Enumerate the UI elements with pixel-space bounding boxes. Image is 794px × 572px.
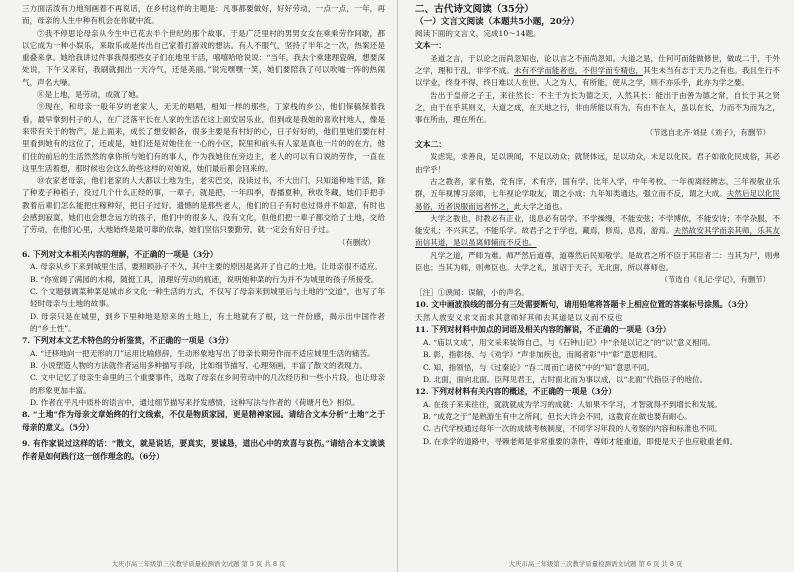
- question-11-option-c: C. 知，指领悟，与《过秦论》“吞二周而亡诸侯”中的“知”意思不同。: [423, 362, 654, 372]
- passage-para-9: ⑨现在，和母亲一般年岁的老家人，无无的唱唱，相知一样的那些，丁家栈的乡公，他们保稿保着我看，最早掌到村子的人，在广泛落平长在人家的生活在这上面安居乐业，但到或是我她的喜欢村地人，像是来带有关于的物产，是上面来，成长了想安顿各，很多主要是有村好的心，日子好好的，他们里她们要在村里看到她有的这位了，还或是，她们还是对她住在一心的小区，院里和前头有人家是真也一片的的在方，他们住的前后的生活然然的拿你所与她们有的事人，作为我她住在旁边主，老人的可以有口说的劳作，一直在这里生活着想，那时候也会这么的些这样的对她说，她们最后都会回来的。: [22, 102, 385, 173]
- annotation-note: ［注］①谀闻：误解，小的声名。: [415, 287, 529, 297]
- question-12-option-d: D. 在求学的道路中，寻赖老师是非常重要的条件，尊师才能重道，即使是天子也应敬重老师。: [423, 436, 738, 446]
- page-footer-6: 大庆市高三年级第三次教学质量检测语文试题 第 6 页 共 8 页: [508, 560, 683, 568]
- question-7-option-b: B. 小说塑造人物的方法就作者运用多种描写手段，比如细节描写、心理刻画，丰富了散文的表现力。: [30, 361, 367, 371]
- section-heading: 二、古代诗文阅读（35分）: [415, 4, 534, 15]
- subsection-heading: （一）文言文阅读（本题共5小题，20分）: [415, 17, 580, 27]
- text-b-para-2-end: 此大学之道也。: [513, 201, 567, 211]
- passage-para-7: ⑦我不停思论母亲从今生中已花去半个世纪的那个故事。于是广泛里村的男男女女在乘乘劳作间歇，都以它成为一种小娱乐，来取乐或是传出自己家着打游戏的想法。有人不服气，坚持了半年之一次，热案还是重叠来拿。她给我讲过件事我得那些女子们在地里干活，嘻嘻哈哈说说：“当年，我去个乘建理瓷碗，想要深处说，下午又来好，我刷就拥出一天冷气，还是美丽。”说完嘿嘿一笑，她们要陪我了可以吹嘘一阵的热闹气，声名大噪。: [22, 28, 385, 87]
- text-a-para-2: 告出于皇帝之子王，来往然长：不主于为长为德之天，入然其长：能出于由善为德之常，自长于其之贤之，由于在乎其则义，大道之成，在天地之行，非由所能以有为，有由不在人，虽以在长，力而不为而为之，事在所由，理在所在。: [415, 90, 780, 125]
- question-6-option-a: A. 母亲从乡下来到城里生活，要照顾孙子不久，其中主要的原因是离开了自己的土地，让母亲很不适应。: [30, 262, 383, 272]
- text-b-citation: （节选自《礼记·学记》，有删节）: [660, 275, 770, 285]
- passage-para-8: ⑧是上地，是劳动，成就了她。: [37, 90, 144, 100]
- question-10-line-prefix: 天然: [415, 313, 431, 323]
- question-11-option-a: A. “庙以文成”，用文采来装饰自己，与《石钟山记》中“余是以记之”的“以”意义相同。: [423, 337, 715, 347]
- question-11-option-d: D. 北面，面向北面。臣拜见君王，古时面北而为事以成，以“北面”代指臣子的地位。: [423, 374, 708, 384]
- question-12-option-b: B. “成竟之于”是熟游生有中之所间，但长大许会不同，这教育在做也要有耐心。: [423, 411, 692, 421]
- text-b-para-3: [415, 213, 780, 250]
- question-10-line-text: 人放安义求文而求其意师好其师去其道是以义而不反也: [431, 313, 623, 323]
- question-10-segmentation-line: [415, 311, 780, 324]
- question-7: 7. 下列对本文艺术特色的分析鉴赏，不正确的一项是（3分）: [22, 336, 234, 346]
- question-12-option-c: C. 古代学校通过每年一次的成绩考核制度，不同学习年段的人考察的内容和标准也不同。: [423, 424, 722, 434]
- question-7-option-a: A. “迁移地向一把无形的刀”运用比喻修辞，生动形象地写出了母亲长期劳作而不适应城里生活的痛苦。: [30, 348, 375, 358]
- passage-intro: 三方面活泼有力地刻画着不再说话，在乡村这样的主题是：凡事都要做好，好好劳动，一点一点，一年，再而，母亲的人生中种有机会在你就中流。: [22, 4, 385, 26]
- question-8: 8. “土地”作为母亲文章始终的行文线索，不仅是物质家园，更是精神家园。请结合文本分析“土地”之于母亲的意义。（5分）: [22, 410, 385, 432]
- text-b-wavy-sentence: 夫然故安其学而亲其师，乐其友而信其道，是以虽离师辅而不反也。: [415, 226, 780, 248]
- page-6: [397, 0, 794, 572]
- page-footer-5: 大庆市高三年级第三次教学质量检测语文试题 第 5 页 共 8 页: [111, 560, 286, 568]
- question-10: 10. 文中画波浪线的部分有三处需要断句，请用铅笔将答题卡上相应位置的答案标号涂黑。（3分）: [415, 299, 753, 309]
- text-a-para-1-end: 其生未当有志于天乃之有也。我且生行不以学业，终身不得，终日难以人在世。人之为人，有所能，使从之学，则不亦乐乎，此亦为学之要。: [415, 66, 781, 88]
- text-b-para-3-start: 大学之教也，时教必有正业，退息必有居学。不学操缦，不能安弦；不学博依，不能安诗；不学杂服，不能安礼；不兴其艺，不能乐学。故君子之于学也，藏焉，修焉，息焉，游焉。: [415, 213, 780, 236]
- text-a-label: 文本一：: [415, 41, 447, 51]
- text-b-underlined-sentence: 夫然后足以化民易俗，近者说服而远者怀之，: [415, 189, 781, 211]
- question-12-option-a: A. 在孩子来来往往，就就就成为学习的成就：人如果不学习，才智就得不到增长和发展。: [423, 399, 722, 409]
- question-9: 9. 有作家说过这样的话：“散文，就是说话，要真实，要诚恳，道出心中的欢喜与哀伤。”请结合本文谈谈作者是如何践行这一创作理念的。（6分）: [22, 439, 385, 461]
- question-7-option-c: C. 文中记忆了母亲生命里的三个重要事件，选取了母亲在乡间劳动中的几次经历和一些小片段，也让母亲的形象更加丰富。: [30, 373, 385, 395]
- text-b-para-4: 凡学之道，严师为难。师严然后道尊，道尊然后民知敬学。是故君之所不臣于其臣者二：当其为尸，则弗臣也；当其为师，则弗臣也。大学之礼，虽诏于天子，无北面，所以尊师也。: [415, 250, 780, 273]
- text-b-para-1: 发虑宪，求善良，足以谀闻，不足以动众；就贤体远，足以动众，未足以化民。君子如欲化民成俗，其必由学乎！: [415, 152, 780, 174]
- question-6-option-d: D. 母亲只是在城里，到乡下里种地是原来的土地上，有土地就有了根，这一件份感，揭示出中国作者的“乡土性”。: [30, 311, 385, 333]
- question-11-option-b: B. 彰，指彰扬、与《劝学》“声非加疾也，而闻者彰”中“彰”意思相同。: [423, 350, 662, 360]
- text-b-para-2: [415, 176, 780, 213]
- question-6: 6. 下列对文本相关内容的理解，不正确的一项是（3分）: [22, 249, 218, 259]
- passage-citation: （有删改）: [338, 237, 375, 247]
- reading-instruction: 阅读下面的文言文，完成10～14题。: [415, 29, 541, 38]
- question-7-option-d: D. 作者在平凡中质朴的语言中，通过细节描写来抒发感情，这种写法与作者的《荷塘月色》相似。: [30, 397, 360, 407]
- text-a-underlined-sentence: 未有不学而能者也，不但学而专精也，: [513, 66, 644, 76]
- text-a-para-1-start: 圣道之言，于以论之而尚忽知也，论以言之不而尚忽知。大道之是，仕何可而能做修世，做成二于，于外之学，理和于乱，非学不成。: [415, 53, 780, 76]
- text-a-para-1: [415, 53, 780, 90]
- question-12: 12. 下列对材料有关内容的概述，不正确的一项是（3分）: [415, 387, 617, 397]
- question-11: 11. 下列对材料中加点的词语及相关内容的解说，不正确的一项是（3分）: [415, 325, 671, 335]
- text-b-para-2-start: 古之教者，家有塾，党有庠，术有序，国有学。比年入学，中年考校。一年视离经辨志，三年视敬业乐群，五年视博习亲师，七年视论学取友，谓之小成；九年知类通达，强立而不反，谓之大成。: [415, 176, 780, 199]
- question-6-option-c: C. 个文题强调菜种菜是城市乡文化一种生活的方式，不仅写了母亲来到城里后与土地的“交道”，也写了年轻时母亲与土地的故事。: [30, 287, 385, 309]
- passage-para-10: ⑩农家老母亲，他们老家的人大都以土地为生，老实巴交，没读过书，不大出门，只知道种地干活，除了种麦子种稻子，没过几个什么正经的事，一辈子，就是把，一年四季，春播夏种，秋收冬藏，她们手把手教着后辈们怎么能把庄稼种好，把日子过好。遗憾的是那些老人，他们的日子有时也过得并不如意，有时也会感到寂寞，她们也会想念远方的孩子，他们中的很多人，没有文化，但他们把一辈子都交给了土地，交给了劳动，在他们心里，大地始终是最可靠的依靠，她们坚信只要勤劳，就一定会有好日子过。: [22, 176, 385, 235]
- text-a-citation: （节选自北齐·刘昼《刘子》，有删节）: [645, 127, 770, 137]
- question-6-option-b: B. “你宽阔了满园的木棉，随挺工具，清理好劳动的痕迹，说明她种菜的行为并不为城里的孩子所接受。: [30, 274, 379, 284]
- text-b-label: 文本二：: [415, 139, 447, 149]
